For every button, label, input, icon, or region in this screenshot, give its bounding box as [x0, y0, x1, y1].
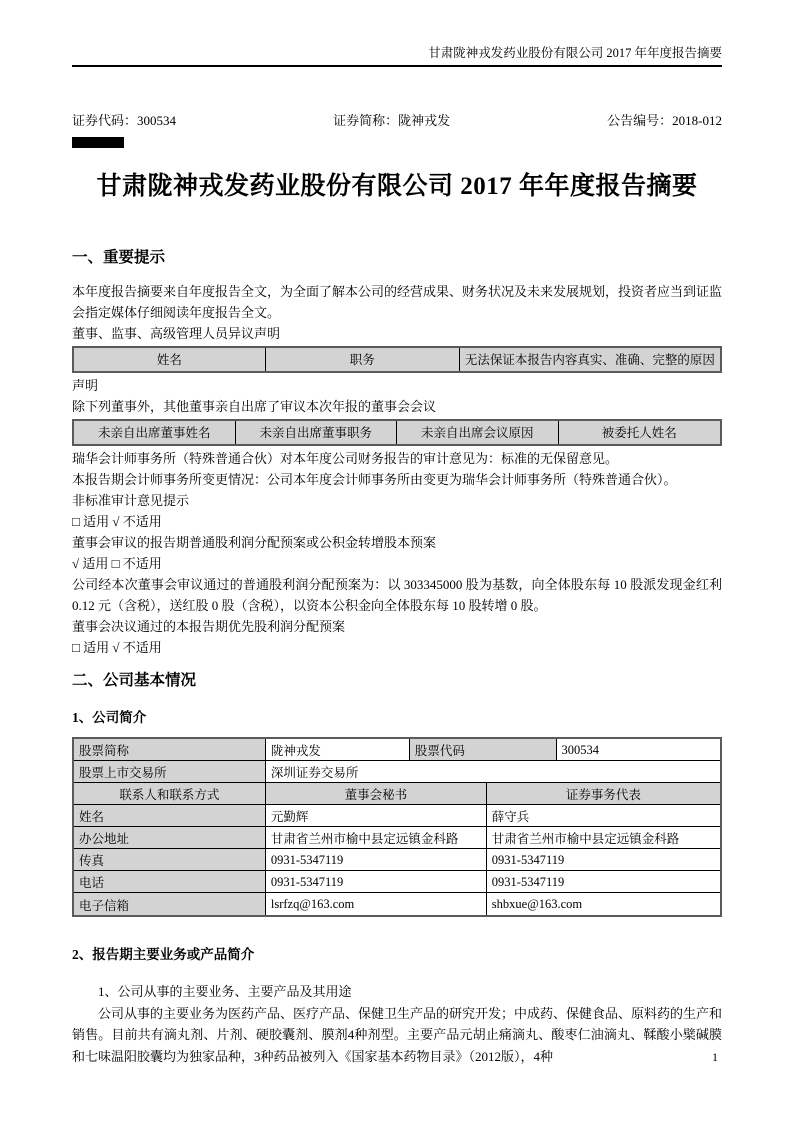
absent-table-header-row — [74, 421, 720, 444]
value-cell: 深圳证券交易所 — [266, 761, 720, 783]
dissent-table — [72, 346, 722, 373]
business-summary-heading: 2、报告期主要业务或产品简介 — [72, 947, 255, 962]
label-cell: 办公地址 — [74, 827, 266, 849]
main-title: 甘肃陇神戎发药业股份有限公司 2017 年年度报告摘要 — [96, 173, 698, 200]
dissent-col-position: 职务 — [266, 348, 460, 371]
nonstandard-audit-tip: 非标准审计意见提示 — [72, 493, 190, 508]
label-cell: 董事会秘书 — [266, 783, 487, 805]
auditor-change-line: 本报告期会计师事务所变更情况：公司本年度会计师事务所由变更为瑞华会计师事务所（特殊普通合伙）。 — [72, 472, 677, 487]
absent-col-position: 未亲自出席董事职务 — [236, 421, 398, 444]
intro-paragraph: 本年度报告摘要来自年度报告全文，为全面了解本公司的经营成果、财务状况及未来发展规划，投资者应当到证监会指定媒体仔细阅读年度报告全文。 — [72, 284, 723, 320]
value-cell: 300534 — [557, 739, 720, 761]
table-row-contact-header — [74, 783, 720, 805]
dividend-plan-title: 董事会审议的报告期普通股利润分配预案或公积金转增股本预案 — [72, 535, 437, 550]
preferred-applicability-line: □ 适用 √ 不适用 — [72, 640, 162, 655]
label-cell: 证券事务代表 — [487, 783, 720, 805]
absent-directors-note: 除下列董事外，其他董事亲自出席了审议本次年报的董事会会议 — [72, 399, 437, 414]
value-cell: lsrfzq@163.com — [266, 893, 487, 915]
dissent-statement-title: 董事、监事、高级管理人员异议声明 — [72, 326, 281, 341]
label-cell: 传真 — [74, 849, 266, 871]
dissent-table-header-row — [74, 348, 720, 371]
table-row-stock — [74, 739, 720, 761]
table-row-email — [74, 893, 720, 915]
business-paragraph: 公司从事的主要业务为医药产品、医疗产品、保健卫生产品的研究开发；中成药、保健食品、原料药的生产和销售。目前共有滴丸剂、片剂、硬胶囊剂、膜剂4种剂型。主要产品元胡止痛滴丸、酸枣仁油滴丸、鞣酸小檗碱膜和七味温阳胶囊均为独家品种，3种药品被列入《国家基本药物目录》（2012版），4种 — [72, 1005, 723, 1064]
preferred-dividend-title: 董事会决议通过的本报告期优先股利润分配预案 — [72, 619, 346, 634]
label-cell: 股票上市交易所 — [74, 761, 266, 783]
label-cell: 股票简称 — [74, 739, 266, 761]
table-row-fax — [74, 849, 720, 871]
value-cell: 甘肃省兰州市榆中县定远镇金科路 — [487, 827, 720, 849]
absent-directors-table — [72, 419, 722, 446]
announcement-number: 公告编号：2018-012 — [607, 113, 722, 128]
value-cell: 0931-5347119 — [487, 871, 720, 893]
label-cell: 电子信箱 — [74, 893, 266, 915]
label-cell: 姓名 — [74, 805, 266, 827]
absent-col-delegate: 被委托人姓名 — [559, 421, 721, 444]
audit-opinion-line: 瑞华会计师事务所（特殊普通合伙）对本年度公司财务报告的审计意见为：标准的无保留意见。 — [72, 451, 619, 466]
important-notice-body — [72, 281, 722, 658]
label-cell: 电话 — [74, 871, 266, 893]
section-heading-company-basics: 二、公司基本情况 — [72, 672, 197, 689]
value-cell: 陇神戎发 — [266, 739, 410, 761]
dissent-col-reason: 无法保证本报告内容真实、准确、完整的原因 — [460, 348, 720, 371]
value-cell: 元勤辉 — [266, 805, 487, 827]
dividend-plan-detail: 公司经本次董事会审议通过的普通股利润分配预案为：以 303345000 股为基数，向全体股东每 10 股派发现金红利 0.12 元（含税），送红股 0 股（含税），以资本公积金向全体股东每 10 股转增 0 股。 — [72, 577, 722, 613]
table-row-exchange — [74, 761, 720, 783]
business-activities-line: 1、公司从事的主要业务、主要产品及其用途 — [98, 984, 352, 999]
business-summary-body — [72, 981, 722, 1067]
statement-label: 声明 — [72, 378, 99, 393]
absent-col-name: 未亲自出席董事姓名 — [74, 421, 236, 444]
value-cell: 0931-5347119 — [266, 871, 487, 893]
value-cell: 甘肃省兰州市榆中县定远镇金科路 — [266, 827, 487, 849]
value-cell: 0931-5347119 — [266, 849, 487, 871]
header-rule — [72, 65, 722, 67]
value-cell: shbxue@163.com — [491, 897, 583, 911]
company-profile-table — [72, 737, 722, 917]
page-number: 1 — [712, 1050, 718, 1064]
black-redaction-bar — [72, 137, 124, 148]
label-cell: 股票代码 — [410, 739, 557, 761]
value-cell: 薛守兵 — [487, 805, 720, 827]
absent-col-reason: 未亲自出席会议原因 — [397, 421, 559, 444]
value-cell: 0931-5347119 — [487, 849, 720, 871]
table-row-phone — [74, 871, 720, 893]
dividend-applicability-line: √ 适用 □ 不适用 — [72, 556, 162, 571]
label-cell: 联系人和联系方式 — [74, 783, 266, 805]
nonstandard-applicability-line: □ 适用 √ 不适用 — [72, 514, 162, 529]
stock-short-name: 证券简称：陇神戎发 — [333, 113, 451, 128]
stock-code: 证券代码：300534 — [72, 113, 177, 128]
company-profile-heading: 1、公司简介 — [72, 710, 147, 725]
section-heading-important-notice: 一、重要提示 — [72, 249, 166, 266]
table-row-address — [74, 827, 720, 849]
securities-info-row — [72, 113, 722, 128]
table-row-names — [74, 805, 720, 827]
dissent-col-name: 姓名 — [74, 348, 266, 371]
running-header: 甘肃陇神戎发药业股份有限公司 2017 年年度报告摘要 — [428, 46, 722, 60]
